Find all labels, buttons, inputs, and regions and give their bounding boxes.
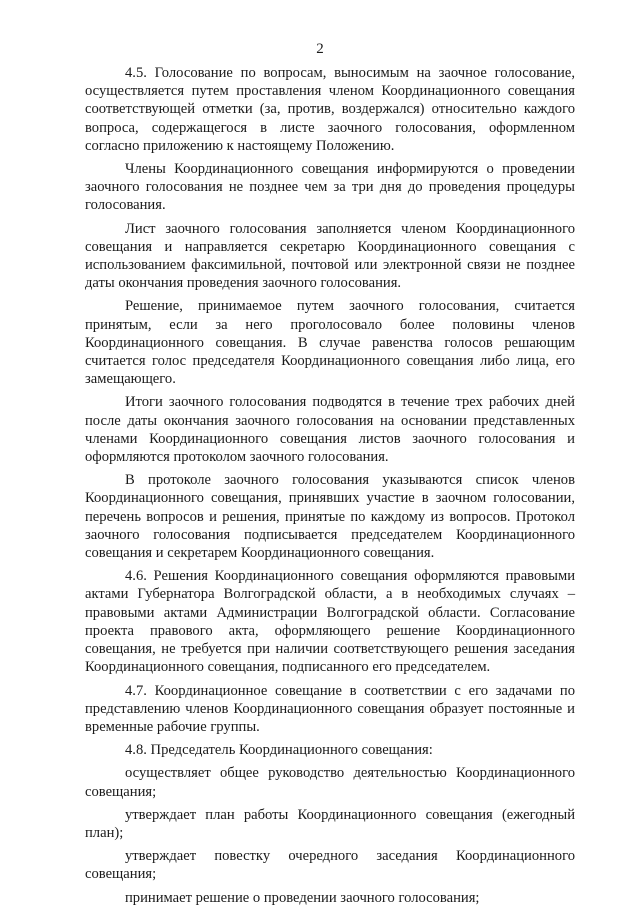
paragraph-results: Итоги заочного голосования подводятся в течение трех рабочих дней после даты окончания заочного голосования на основании представленных членами Координационного совещания листов заочного голосования и оформляются протоколом заочного голосования. [85,394,575,466]
paragraph-4-5: 4.5. Голосование по вопросам, выносимым на заочное голосование, осуществляется путем проставления членом Координационного совещания соответствующей отметки (за, против, воздержался) относительно каждого вопроса, содержащегося в листе заочного голосования, оформленном согласно приложению к настоящему Положению. [85,65,575,154]
list-item-absentee-voting: принимает решение о проведении заочного голосования; [125,889,480,906]
paragraph-4-6: 4.6. Решения Координационного совещания оформляются правовыми актами Губернатора Волгоградской области, а в необходимых случаях – правовыми актами Администрации Волгоградской области. Согласование проекта правового акта, оформляющего решение Координационного совещания, не требуется при наличии соответствующего решения заседания Координационного совещания, подписанного его председателем. [85,568,575,676]
page-number: 2 [316,41,324,57]
list-item-agenda: утверждает повестку очередного заседания Координационного совещания; [85,848,575,883]
paragraph-voting-sheet: Лист заочного голосования заполняется членом Координационного совещания и направляется секретарю Координационного совещания с использованием факсимильной, почтовой или электронной связи не позднее даты окончания проведения заочного голосования. [85,220,575,292]
paragraph-4-7: 4.7. Координационное совещание в соответствии с его задачами по представлению членов Координационного совещания образует постоянные и временные рабочие группы. [85,682,575,735]
paragraph-decision: Решение, принимаемое путем заочного голосования, считается принятым, если за него проголосовало более половины членов Координационного совещания. В случае равенства голосов решающим считается голос председателя Координационного совещания либо лица, его замещающего. [85,298,575,388]
list-item-general-management: осуществляет общее руководство деятельностью Координационного совещания; [85,765,575,800]
document-body [85,64,575,912]
list-item-work-plan: утверждает план работы Координационного совещания (ежегодный план); [85,806,575,841]
paragraph-protocol: В протоколе заочного голосования указываются список членов Координационного совещания, принявших участие в заочном голосовании, перечень вопросов и решения, принятые по каждому из вопросов. Протокол заочного голосования подписывается председателем Координационного совещания и секретарем Координационного совещания. [85,472,575,562]
paragraph-notification: Члены Координационного совещания информируются о проведении заочного голосования не позднее чем за три дня до проведения процедуры голосования. [85,161,575,214]
paragraph-4-8: 4.8. Председатель Координационного совещания: [125,742,433,759]
